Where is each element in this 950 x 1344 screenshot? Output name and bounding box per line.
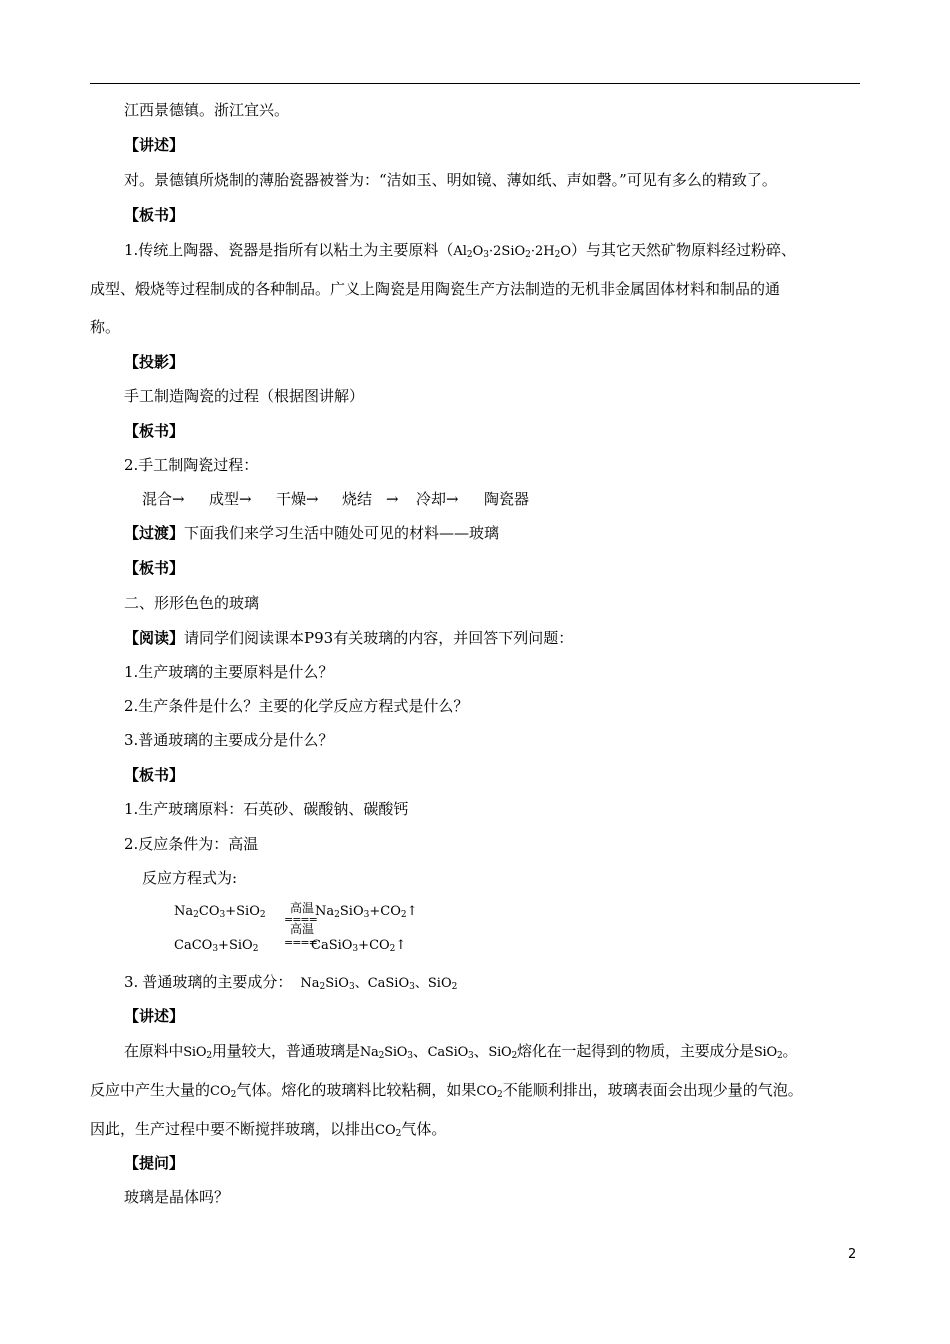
equation-2-equals: ==== xyxy=(284,936,317,949)
text-line: 成型、煅烧等过程制成的各种制品。广义上陶瓷是用陶瓷生产方法制造的无机非金属固体材料和制品的通 xyxy=(90,280,781,298)
text-line: 2.生产条件是什么？主要的化学反应方程式是什么？ xyxy=(124,697,469,715)
equation-1-condition: 高温 xyxy=(290,901,315,915)
header-rule xyxy=(90,83,860,84)
equation-2-condition: 高温 xyxy=(290,922,315,936)
flow-arrow: → xyxy=(386,490,399,508)
text-line: 称。 xyxy=(90,318,121,336)
flow-step: 冷却→ xyxy=(416,490,459,508)
text-line: 1.生产玻璃的主要原料是什么？ xyxy=(124,663,334,681)
formula-clay: $Al_2O_3\cdot 2SiO_2\cdot 2H_2O$ xyxy=(453,244,572,260)
text-line: 反应中产生大量的$CO_2$气体。熔化的玻璃料比较粘稠，如果$CO_2$不能顺利排出，玻璃表面会出现少量的气泡。 xyxy=(90,1081,803,1100)
text-line: 反应方程式为: xyxy=(142,869,238,887)
equation-2-reactants: CaCO$_3$+SiO$_2$ xyxy=(174,938,259,954)
text-line: 2.反应条件为：高温 xyxy=(124,835,259,853)
section-heading: 【讲述】 xyxy=(124,1007,185,1025)
glass-components: $Na_2SiO_3$、CaSiO$_3$、SiO$_2$ xyxy=(300,976,458,992)
section-heading: 【板书】 xyxy=(124,206,185,224)
section-heading: 【板书】 xyxy=(124,766,185,784)
section-heading: 【板书】 xyxy=(124,559,185,577)
text-line: 2.手工制陶瓷过程： xyxy=(124,456,259,474)
text-line: 【阅读】请同学们阅读课本P93有关玻璃的内容，并回答下列问题： xyxy=(124,629,574,647)
section-heading: 【板书】 xyxy=(124,422,185,440)
text-line: 玻璃是晶体吗？ xyxy=(124,1188,230,1206)
section-heading: 【讲述】 xyxy=(124,136,185,154)
text-line: 江西景德镇。浙江宜兴。 xyxy=(124,101,290,119)
section-heading: 【投影】 xyxy=(124,353,185,371)
text-line: 二、形形色色的玻璃 xyxy=(124,594,260,612)
text-line: 【过渡】下面我们来学习生活中随处可见的材料——玻璃 xyxy=(124,524,500,542)
text-line: 3. 普通玻璃的主要成分： $Na_2SiO_3$、CaSiO$_3$、SiO$_2$ xyxy=(124,973,458,992)
text-line: 手工制造陶瓷的过程（根据图讲解） xyxy=(124,387,365,405)
text-line: 1.生产玻璃原料：石英砂、碳酸钠、碳酸钙 xyxy=(124,800,409,818)
equation-1-equals: ==== xyxy=(284,913,317,926)
text-line: 因此，生产过程中要不断搅拌玻璃，以排出$CO_2$气体。 xyxy=(90,1120,447,1139)
text-line: 3.普通玻璃的主要成分是什么？ xyxy=(124,731,334,749)
flow-step: 烧结 xyxy=(342,490,373,508)
page-number: 2 xyxy=(848,1247,857,1262)
equation-1-reactants: $Na_2CO_3+SiO_2$ xyxy=(174,904,266,920)
flow-step: 混合→ xyxy=(142,490,185,508)
flow-step: 陶瓷器 xyxy=(484,490,530,508)
equation-2-products: $CaSiO_3+CO_2↑$ xyxy=(311,938,407,954)
text-line: 1.传统上陶器、瓷器是指所有以粘土为主要原料$(Al_2O_3\cdot 2SiO_2\cdot 2H_2O)$与其它天然矿物原料经过粉碎、 xyxy=(124,241,797,260)
text-line: 在原料中SiO$_2$用量较大，普通玻璃是$Na_2SiO_3$、CaSiO$_3$、SiO$_2$熔化在一起得到的物质，主要成分是SiO$_2$。 xyxy=(124,1042,798,1061)
flow-step: 成型→ xyxy=(209,490,252,508)
section-heading: 【提问】 xyxy=(124,1154,185,1172)
flow-step: 干燥→ xyxy=(276,490,319,508)
equation-1-products: $Na_2SiO_3+CO_2↑$ xyxy=(315,904,418,920)
text-line: 对。景德镇所烧制的薄胎瓷器被誉为：“洁如玉、明如镜、薄如纸、声如磬。”可见有多么的精致了。 xyxy=(124,171,777,189)
